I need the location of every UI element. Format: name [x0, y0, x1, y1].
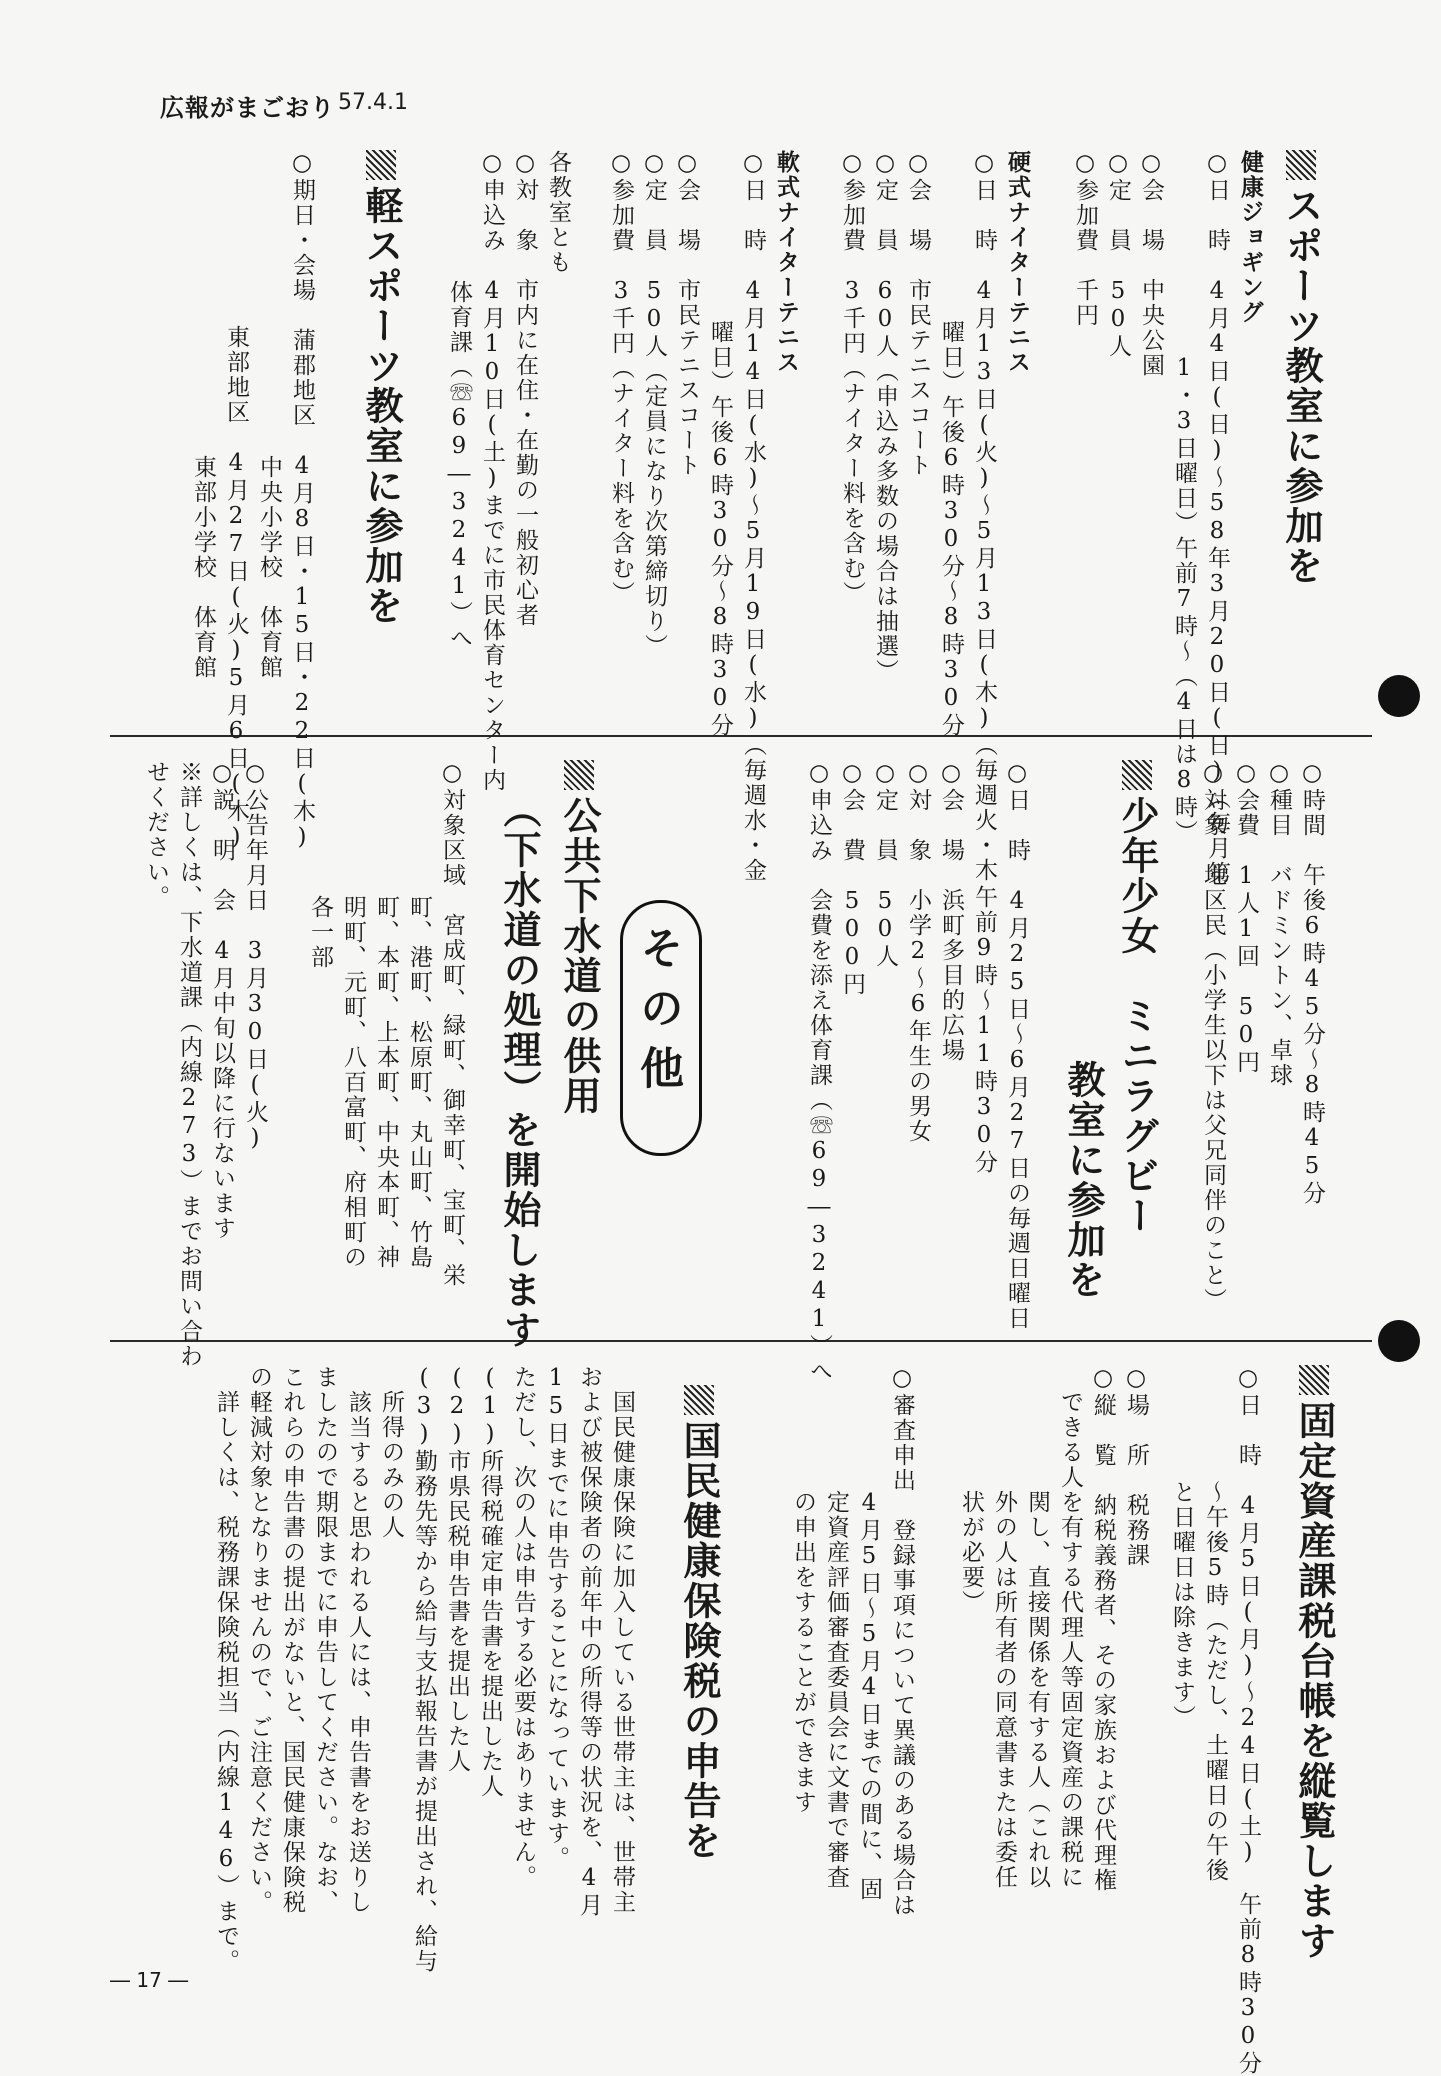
light-sports-fee: ○会費 1人1回 50円 [1233, 760, 1259, 1075]
hard-tennis-date-cont: 曜日）午後6時30分～8時30分 [938, 320, 964, 738]
binding-hole-top [1378, 675, 1420, 717]
sports-title-text: スポーツ教室に参加を [1279, 186, 1323, 586]
hatch-marker-icon [1122, 760, 1152, 790]
sewer-area-2: 町、港町、松原町、丸山町、竹島 [406, 895, 432, 1270]
section-divider-2 [110, 1340, 1372, 1342]
hard-tennis-name: 硬式ナイターテニス [1004, 150, 1030, 375]
health-p6: ましたので期限までに申告してください。なお、 [312, 1365, 338, 1915]
soft-tennis-venue: ○会 場 市民テニスコート [674, 150, 700, 478]
common-apply: ○申込み 4月10日(土)までに市民体育センター内 [479, 150, 505, 793]
light-sports-target: ○対象 地区民（小学生以下は父兄同伴のこと） [1200, 760, 1226, 1313]
jogging-date-cont: 1・3日曜日）午前7時～（4日は8時） [1171, 355, 1197, 845]
common-apply-cont: 体育課（☏69―3241）へ [446, 280, 472, 651]
sewer-details-cont: せください。 [143, 760, 169, 910]
health-p9: 詳しくは、税務課保険税担当（内線146）まで。 [213, 1390, 239, 1974]
hard-tennis-date: ○日 時 4月13日(火)～5月13日(木)（毎週火・木 [971, 150, 997, 883]
health-p8: の軽減対象となりませんので、ご注意ください。 [246, 1365, 272, 1915]
property-viewer-2: を有する代理人等固定資産の課税に [1057, 1490, 1083, 1890]
health-item-3: (3)勤務先等から給与支払報告書が提出され、給与 [411, 1365, 437, 1974]
property-appeal: ○審査申出 登録事項について異議のある場合は [889, 1365, 915, 1918]
property-appeal-3: 定資産評価審査委員会に文書で審査 [823, 1490, 849, 1890]
property-date-cont2: と日曜日は除きます） [1169, 1480, 1195, 1730]
property-viewer-5: 状が必要） [958, 1490, 984, 1615]
property-viewer-label-cont: できる人 [1057, 1390, 1083, 1490]
sewer-title-cont: （下水道の処理）を開始します [497, 790, 541, 1350]
hatch-marker-icon [366, 150, 396, 180]
jogging-capacity: ○定 員 50人 [1105, 150, 1131, 359]
light-sports-line1: ○期日・会場 蒲郡地区 4月8日・15日・22日(木) [289, 150, 315, 852]
health-p2: および被保険者の前年中の所得等の状況を、4月 [576, 1365, 602, 1918]
hard-tennis-venue: ○会 場 市民テニスコート [905, 150, 931, 478]
property-place: ○場 所 税務課 [1123, 1365, 1149, 1568]
property-appeal-4: の申出をすることができます [790, 1490, 816, 1815]
hatch-marker-icon [684, 1385, 714, 1415]
health-item-1: (1)所得税確定申告書を提出した人 [477, 1365, 503, 1799]
sewer-briefing: ○説 明 会 4月中旬以降に行ないます [209, 760, 235, 1241]
light-sports-line3: 東部地区 4月27日(火)5月6日(木) [223, 325, 249, 852]
light-sports-line2: 中央小学校 体育館 [256, 455, 282, 680]
soft-tennis-name: 軟式ナイターテニス [773, 150, 799, 375]
health-p7: これらの申告書の提出がないと、国民健康保険税 [279, 1365, 305, 1915]
health-p5: 該当すると思われる人には、申告書をお送りし [345, 1390, 371, 1915]
sewer-details: ※詳しくは、下水道課（内線273）までお問い合わ [176, 760, 202, 1369]
health-title-text: 国民健康保険税の申告を [677, 1421, 721, 1861]
light-sports-title-text: 軽スポーツ教室に参加を [359, 186, 403, 626]
sewer-area-3: 町、本町、上本町、中央本町、神 [373, 895, 399, 1270]
hatch-marker-icon [1286, 150, 1316, 180]
jogging-venue: ○会 場 中央公園 [1138, 150, 1164, 378]
property-title-text: 固定資産課税台帳を縦覧します [1292, 1401, 1336, 1961]
rugby-date: ○日 時 4月25日～6月27日の毎週日曜日 [1004, 760, 1030, 1331]
sewer-notice-date: ○公告年月日 3月30日(火) [242, 760, 268, 1153]
rugby-title-text: 少年少女 ミニラグビー [1115, 796, 1159, 1236]
jogging-fee: ○参加費 千円 [1072, 150, 1098, 328]
light-sports-line4: 東部小学校 体育館 [190, 455, 216, 680]
binding-hole-bottom [1378, 1320, 1420, 1362]
hard-tennis-fee: ○参加費 3千円（ナイター料を含む） [839, 150, 865, 606]
property-title [1292, 1365, 1336, 1961]
common-note: 各教室とも [545, 150, 571, 275]
sewer-title-text: 公共下水道の供用 [557, 796, 601, 1116]
health-p1: 国民健康保険に加入している世帯主は、世帯主 [609, 1390, 635, 1915]
health-item-2: (2)市県民税申告書を提出した人 [444, 1365, 470, 1774]
sewer-area: ○対象区域 宮成町、緑町、御幸町、宝町、栄 [439, 760, 465, 1288]
soft-tennis-capacity: ○定 員 50人（定員になり次第締切り） [641, 150, 667, 659]
rugby-venue: ○会 場 浜町多目的広場 [938, 760, 964, 1063]
property-viewer: ○縦 覧 納税義務者、その家族および代理権 [1090, 1365, 1116, 1893]
property-viewer-4: 外の人は所有者の同意書または委任 [991, 1490, 1017, 1890]
sewer-area-5: 各一部 [307, 895, 333, 970]
rugby-target: ○対 象 小学2～6年生の男女 [905, 760, 931, 1144]
health-p3: 15日までに申告することになっています。 [543, 1365, 569, 1871]
soft-tennis-date-cont: 曜日）午後6時30分～8時30分 [707, 320, 733, 738]
newsletter-title: 広報がまごおり [160, 94, 335, 122]
rugby-apply: ○申込み 会費を添え体育課（☏69―3241）へ [806, 760, 832, 1384]
issue-date: 57.4.1 [338, 90, 408, 115]
rugby-fee: ○会 費 500円 [839, 760, 865, 997]
soft-tennis-fee: ○参加費 3千円（ナイター料を含む） [608, 150, 634, 606]
property-viewer-3: 関し、直接関係を有する人（これ以 [1024, 1490, 1050, 1890]
health-title [677, 1385, 721, 1861]
common-target: ○対 象 市内に在住・在勤の一般初心者 [512, 150, 538, 628]
property-appeal-2: 4月5日～5月4日までの間に、固 [856, 1490, 882, 1902]
sewer-area-4: 明町、元町、八百富町、府相町の [340, 895, 366, 1270]
light-sports-title [359, 150, 403, 626]
health-item-3-cont: 所得のみの人 [378, 1390, 404, 1540]
rugby-title-cont: 教室に参加を [1061, 1060, 1105, 1300]
property-date-cont: ～午後5時（ただし、土曜日の午後 [1202, 1480, 1228, 1883]
light-sports-time: ○時間 午後6時45分～8時45分 [1299, 760, 1325, 1206]
other-section-label: その他 [632, 925, 683, 1105]
sewer-title [557, 760, 601, 1116]
property-date: ○日 時 4月5日(月)～24日(土) 午前8時30分 [1235, 1365, 1261, 2076]
hatch-marker-icon [1299, 1365, 1329, 1395]
jogging-date: ○日 時 4月4日(日)～58年3月20日(日)（毎月第 [1204, 150, 1230, 886]
jogging-name: 健康ジョギング [1237, 150, 1263, 325]
hard-tennis-capacity: ○定 員 60人（申込み多数の場合は抽選） [872, 150, 898, 684]
rugby-title [1115, 760, 1159, 1236]
health-p4: ただし、次の人は申告する必要はありません。 [510, 1365, 536, 1890]
rugby-date-cont: 午前9時～11時30分 [971, 885, 997, 1175]
page-number: ― 17 ― [110, 1968, 189, 1992]
rugby-capacity: ○定 員 50人 [872, 760, 898, 969]
soft-tennis-date: ○日 時 4月14日(水)～5月19日(水)（毎週水・金 [740, 150, 766, 883]
sports-title [1279, 150, 1323, 586]
hatch-marker-icon [564, 760, 594, 790]
light-sports-type: ○種目 バドミントン、卓球 [1266, 760, 1292, 1088]
